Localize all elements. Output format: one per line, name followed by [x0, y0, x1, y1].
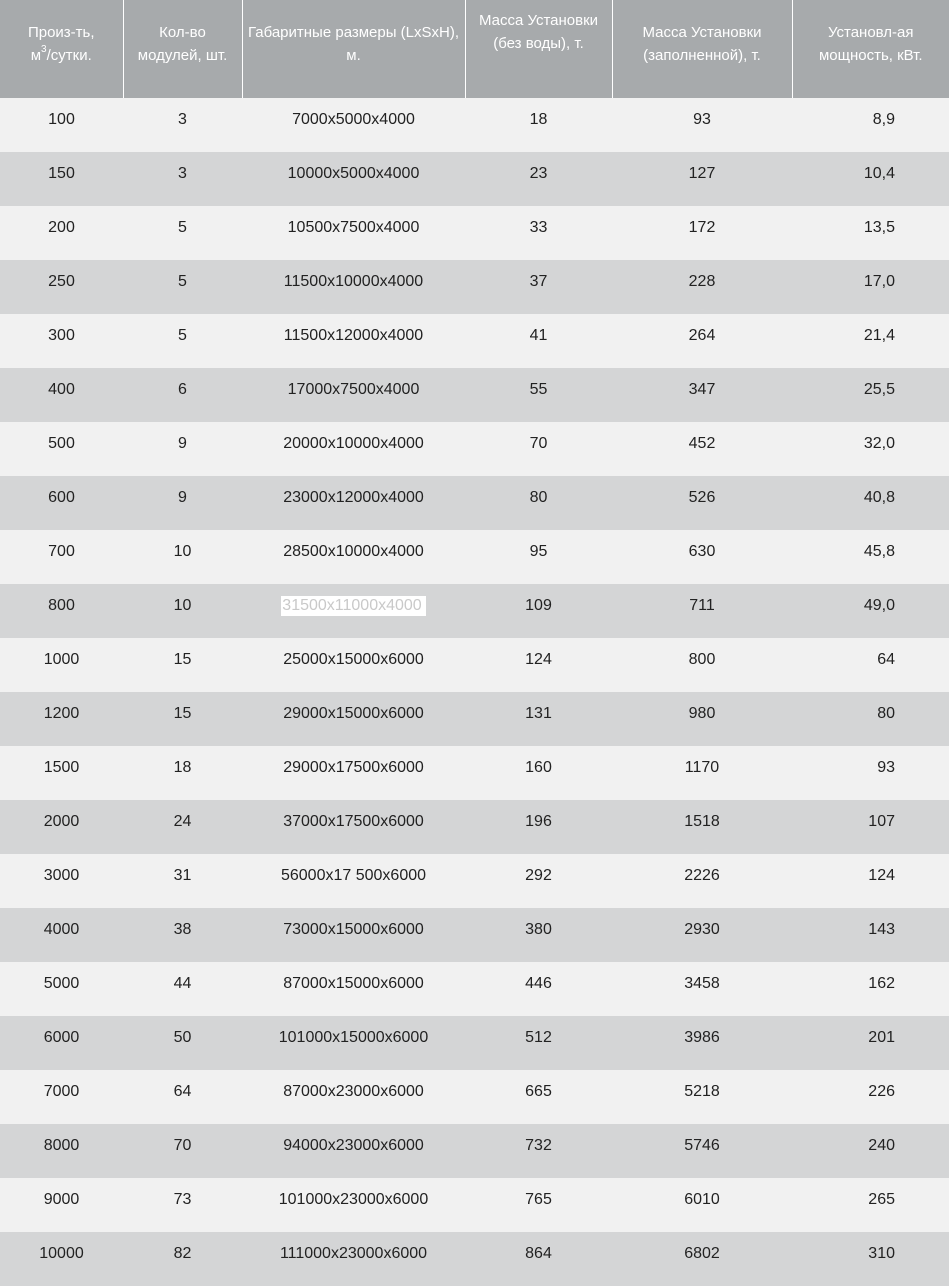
- cell-mass-dry: 380: [525, 921, 552, 938]
- cell-modules: 3: [178, 111, 187, 128]
- cell-mass-dry: 512: [525, 1029, 552, 1046]
- table-row: [0, 854, 949, 908]
- cell-modules: 10: [173, 543, 192, 560]
- cell-capacity: 1000: [43, 651, 80, 668]
- cell-power: 240: [868, 1137, 895, 1154]
- cell-mass-filled: 1170: [684, 759, 720, 776]
- cell-mass-dry: 765: [525, 1191, 552, 1208]
- table-row: [0, 584, 949, 638]
- header-capacity: [0, 0, 123, 98]
- table-row: [0, 368, 949, 422]
- cell-modules: 73: [173, 1191, 192, 1208]
- cell-mass-filled: 2930: [684, 921, 720, 938]
- cell-power: 201: [868, 1029, 895, 1046]
- cell-capacity: 1500: [43, 759, 80, 776]
- cell-mass-filled: 980: [688, 705, 716, 722]
- cell-power: 49,0: [863, 597, 895, 614]
- cell-mass-dry: 160: [525, 759, 552, 776]
- cell-mass-filled: 127: [688, 165, 716, 182]
- cell-mass-dry: 33: [529, 219, 548, 236]
- cell-dimensions: 87000x15000x6000: [283, 975, 424, 992]
- cell-capacity: 100: [48, 111, 75, 128]
- cell-dimensions: 11500x12000x4000: [283, 327, 424, 344]
- table-row: [0, 1016, 949, 1070]
- cell-dimensions: 28500x10000x4000: [283, 543, 424, 560]
- cell-capacity: 150: [48, 165, 75, 182]
- cell-mass-dry: 55: [529, 381, 548, 398]
- cell-mass-dry: 41: [529, 327, 548, 344]
- cell-dimensions: 101000x23000x6000: [278, 1191, 429, 1208]
- cell-dimensions: 10500x7500x4000: [287, 219, 420, 236]
- cell-capacity: 200: [48, 219, 75, 236]
- table-row: [0, 98, 949, 152]
- cell-mass-filled: 3986: [684, 1029, 720, 1046]
- cell-power: 17,0: [863, 273, 895, 290]
- table-row: [0, 260, 949, 314]
- cell-dimensions: 29000x17500x6000: [283, 759, 424, 776]
- cell-capacity: 8000: [43, 1137, 80, 1154]
- cell-power: 10,4: [863, 165, 895, 182]
- cell-mass-dry: 23: [529, 165, 548, 182]
- cell-power: 21,4: [863, 327, 895, 344]
- header-mass-filled: Масса Установки (заполненной), т.: [612, 0, 792, 98]
- cell-capacity: 250: [48, 273, 75, 290]
- header-power: Установл-ая мощность, кВт.: [818, 24, 923, 64]
- cell-capacity: 6000: [43, 1029, 80, 1046]
- cell-power: 226: [868, 1083, 895, 1100]
- cell-capacity: 600: [48, 489, 75, 506]
- header-row: [0, 0, 949, 98]
- table-row: [0, 206, 949, 260]
- table-row: [0, 746, 949, 800]
- cell-capacity: 1200: [43, 705, 80, 722]
- table-row: [0, 800, 949, 854]
- table-row: [0, 962, 949, 1016]
- cell-capacity: 4000: [43, 921, 80, 938]
- cell-modules: 31: [173, 867, 192, 884]
- cell-mass-filled: 6010: [684, 1191, 720, 1208]
- cell-capacity: 800: [48, 597, 75, 614]
- cell-mass-dry: 109: [525, 597, 552, 614]
- cell-capacity: 3000: [43, 867, 80, 884]
- table-header: [0, 0, 949, 98]
- cell-modules: 50: [173, 1029, 192, 1046]
- table-body: [0, 98, 949, 1286]
- cell-dimensions: [242, 584, 465, 638]
- table-row: [0, 314, 949, 368]
- table-row: [0, 908, 949, 962]
- cell-mass-filled: 5218: [684, 1083, 720, 1100]
- header-capacity-unit-sup: 3: [41, 44, 47, 55]
- cell-capacity: 7000: [43, 1083, 80, 1100]
- cell-mass-dry: 131: [525, 705, 552, 722]
- cell-modules: 9: [178, 489, 187, 506]
- cell-power: 45,8: [863, 543, 895, 560]
- cell-modules: 10: [173, 597, 192, 614]
- cell-dimensions: 25000x15000x6000: [283, 651, 424, 668]
- cell-modules: 64: [173, 1083, 192, 1100]
- cell-mass-filled: 228: [688, 273, 716, 290]
- table-row: [0, 476, 949, 530]
- cell-mass-filled: 264: [688, 327, 716, 344]
- cell-dimensions: 56000x17 500x6000: [280, 867, 427, 884]
- cell-dimensions: 87000x23000x6000: [283, 1083, 424, 1100]
- header-capacity-label: Произ-ть,: [27, 24, 95, 41]
- cell-capacity: 10000: [39, 1245, 84, 1262]
- cell-power: 25,5: [863, 381, 895, 398]
- cell-mass-filled: 6802: [684, 1245, 720, 1262]
- cell-mass-filled: 172: [688, 219, 716, 236]
- cell-dimensions: 111000x23000x6000: [279, 1245, 428, 1262]
- cell-modules: 3: [178, 165, 187, 182]
- table-row: [0, 152, 949, 206]
- cell-modules: 18: [173, 759, 192, 776]
- table-row: [0, 530, 949, 584]
- cell-dimensions: 73000x15000x6000: [283, 921, 424, 938]
- cell-dimensions: 23000x12000x4000: [283, 489, 424, 506]
- cell-power: 80: [877, 705, 895, 722]
- cell-modules: 70: [173, 1137, 192, 1154]
- cell-power: 13,5: [863, 219, 895, 236]
- table-row: [0, 1124, 949, 1178]
- cell-modules: 44: [173, 975, 192, 992]
- cell-modules: 24: [173, 813, 192, 830]
- cell-mass-filled: 630: [688, 543, 716, 560]
- header-modules: Кол-во модулей, шт.: [123, 0, 242, 98]
- cell-dimensions: 11500x10000x4000: [283, 273, 424, 290]
- cell-mass-filled: 526: [688, 489, 716, 506]
- cell-mass-dry: 95: [529, 543, 548, 560]
- cell-dimensions: 17000x7500x4000: [287, 381, 420, 398]
- cell-capacity: 2000: [43, 813, 80, 830]
- cell-mass-filled: 5746: [684, 1137, 720, 1154]
- header-dimensions: Габаритные размеры (LxSxH), м.: [242, 0, 465, 98]
- cell-dimensions: 10000x5000x4000: [287, 165, 420, 182]
- cell-modules: 38: [173, 921, 192, 938]
- cell-power: 143: [868, 921, 895, 938]
- cell-mass-dry: 292: [525, 867, 552, 884]
- cell-mass-dry: 665: [525, 1083, 552, 1100]
- table-row: [0, 1178, 949, 1232]
- cell-power: 40,8: [863, 489, 895, 506]
- table-row: [0, 638, 949, 692]
- cell-mass-dry: 37: [529, 273, 548, 290]
- cell-modules: 9: [178, 435, 187, 452]
- cell-power: 107: [868, 813, 895, 830]
- cell-mass-filled: 1518: [684, 813, 720, 830]
- cell-mass-filled: 711: [689, 597, 715, 614]
- cell-modules: 5: [178, 219, 187, 236]
- cell-mass-filled: 800: [688, 651, 716, 668]
- cell-mass-dry: 18: [529, 111, 548, 128]
- cell-modules: 5: [178, 327, 187, 344]
- cell-capacity: 400: [48, 381, 75, 398]
- cell-power: 310: [868, 1245, 895, 1262]
- cell-power: 162: [868, 975, 895, 992]
- cell-capacity: 500: [48, 435, 75, 452]
- cell-mass-filled: 3458: [684, 975, 720, 992]
- table-row: [0, 692, 949, 746]
- cell-dimensions: 101000x15000x6000: [278, 1029, 429, 1046]
- cell-modules: 82: [173, 1245, 192, 1262]
- table-row: [0, 1232, 949, 1286]
- selected-text[interactable]: 31500x11000x4000: [281, 596, 425, 616]
- cell-capacity: 5000: [43, 975, 80, 992]
- cell-mass-dry: 446: [525, 975, 552, 992]
- cell-modules: 6: [178, 381, 187, 398]
- cell-mass-filled: 452: [688, 435, 716, 452]
- cell-power: 93: [877, 759, 895, 776]
- cell-dimensions: 37000x17500x6000: [283, 813, 424, 830]
- cell-mass-dry: 124: [525, 651, 552, 668]
- cell-capacity: 700: [48, 543, 75, 560]
- cell-modules: 15: [173, 651, 192, 668]
- cell-modules: 15: [173, 705, 192, 722]
- cell-dimensions: 29000x15000x6000: [283, 705, 424, 722]
- cell-capacity: 300: [48, 327, 75, 344]
- cell-mass-dry: 732: [525, 1137, 552, 1154]
- cell-dimensions: 7000x5000x4000: [292, 111, 415, 128]
- cell-mass-filled: 93: [693, 111, 711, 128]
- cell-power: 32,0: [863, 435, 895, 452]
- cell-mass-dry: 196: [525, 813, 552, 830]
- cell-power: 265: [868, 1191, 895, 1208]
- cell-dimensions: 20000x10000x4000: [283, 435, 424, 452]
- table-row: [0, 422, 949, 476]
- header-capacity-unit-post: /сутки.: [46, 47, 92, 64]
- cell-modules: 5: [178, 273, 187, 290]
- cell-capacity: 9000: [43, 1191, 80, 1208]
- header-capacity-unit-m: м: [30, 47, 42, 64]
- cell-power: 8,9: [872, 111, 895, 128]
- cell-power: 124: [868, 867, 895, 884]
- cell-power: 64: [877, 651, 895, 668]
- cell-mass-filled: 2226: [684, 867, 720, 884]
- cell-mass-dry: 864: [525, 1245, 552, 1262]
- cell-mass-filled: 347: [688, 381, 716, 398]
- table-row: [0, 1070, 949, 1124]
- cell-mass-dry: 70: [529, 435, 548, 452]
- cell-dimensions: 94000x23000x6000: [283, 1137, 424, 1154]
- header-mass-dry: Масса Установки (без воды), т.: [465, 0, 612, 98]
- cell-mass-dry: 80: [529, 489, 548, 506]
